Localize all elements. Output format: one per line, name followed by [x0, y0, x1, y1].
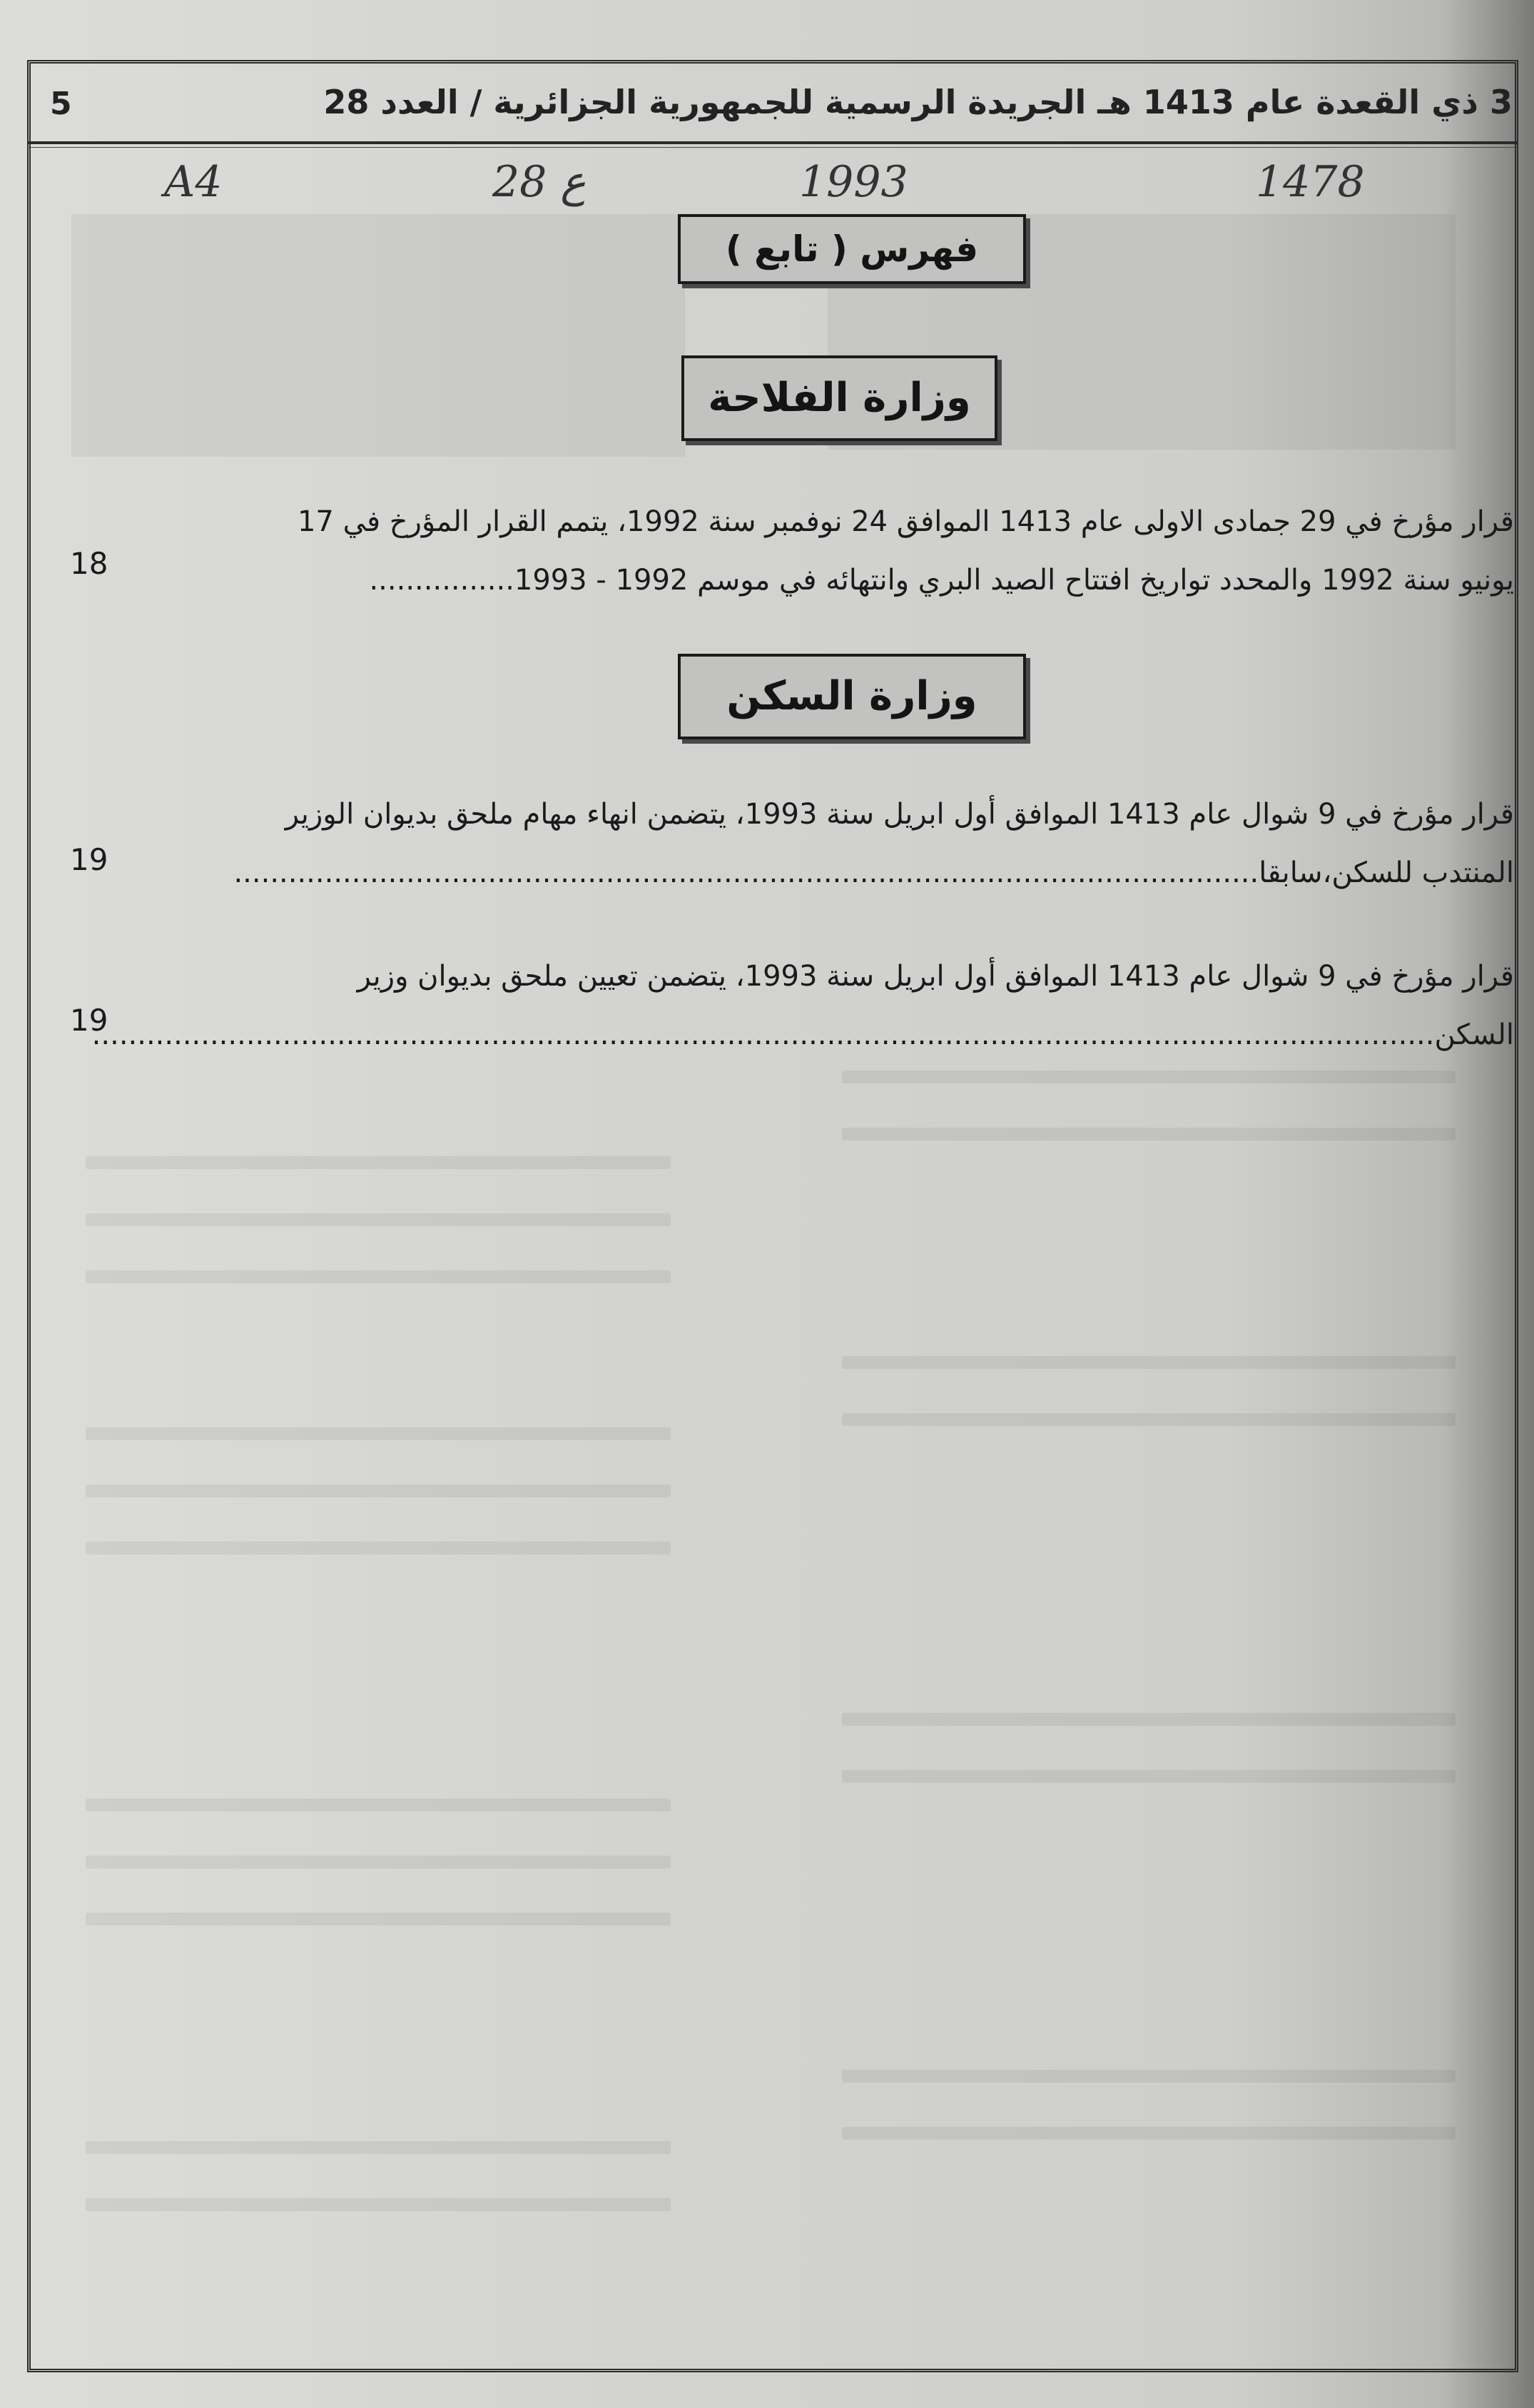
section-heading: وزارة السكن — [726, 673, 977, 719]
running-header: 3 ذي القعدة عام 1413 هـ الجريدة الرسمية للجمهورية الجزائرية / العدد 28 — [323, 83, 1513, 121]
handwritten-note: 1993 — [799, 157, 908, 207]
entry-page-number: 19 — [70, 1003, 108, 1038]
header-divider-thin — [27, 147, 1517, 148]
entry-text: السكن — [1434, 1018, 1514, 1051]
page-number: 5 — [50, 86, 72, 122]
entry-page-number: 18 — [70, 546, 108, 581]
entry-text-line: قرار مؤرخ في 9 شوال عام 1413 الموافق أول ابريل سنة 1993، يتضمن انهاء مهام ملحق بديوان الوزير — [285, 798, 1514, 831]
dot-leader: ................................................................................................................. — [233, 856, 1259, 889]
handwritten-note: 28 ع — [492, 157, 586, 207]
entry-page-number: 19 — [70, 842, 108, 877]
index-entry — [87, 947, 1514, 1064]
section-heading-box — [681, 355, 997, 441]
handwritten-note: A4 — [164, 157, 223, 207]
entry-text-line: قرار مؤرخ في 9 شوال عام 1413 الموافق أول ابريل سنة 1993، يتضمن تعيين ملحق بديوان وزير — [357, 960, 1514, 993]
dot-leader: ................ — [369, 564, 514, 597]
entry-text-line — [87, 551, 1514, 609]
entry-text-line: قرار مؤرخ في 29 جمادى الاولى عام 1413 الموافق 24 نوفمبر سنة 1992، يتمم القرار المؤرخ في 17 — [297, 505, 1514, 538]
handwritten-note: 1478 — [1256, 157, 1365, 207]
header-divider — [27, 141, 1517, 144]
entry-text: يونيو سنة 1992 والمحدد تواريخ افتتاح الصيد البري وانتهائه في موسم 1992 - 1993 — [514, 564, 1514, 597]
index-heading: فهرس ( تابع ) — [725, 228, 979, 270]
section-heading-box — [678, 654, 1026, 739]
entry-text: المنتدب للسكن،سابقا — [1259, 856, 1514, 889]
index-entry — [87, 492, 1514, 609]
dot-leader: .................................................................................................................................................... — [91, 1018, 1435, 1051]
entry-text-line — [87, 1006, 1514, 1064]
entry-text-line — [87, 844, 1514, 902]
index-heading-box — [678, 214, 1026, 284]
index-entry — [87, 785, 1514, 902]
section-heading: وزارة الفلاحة — [708, 375, 971, 421]
